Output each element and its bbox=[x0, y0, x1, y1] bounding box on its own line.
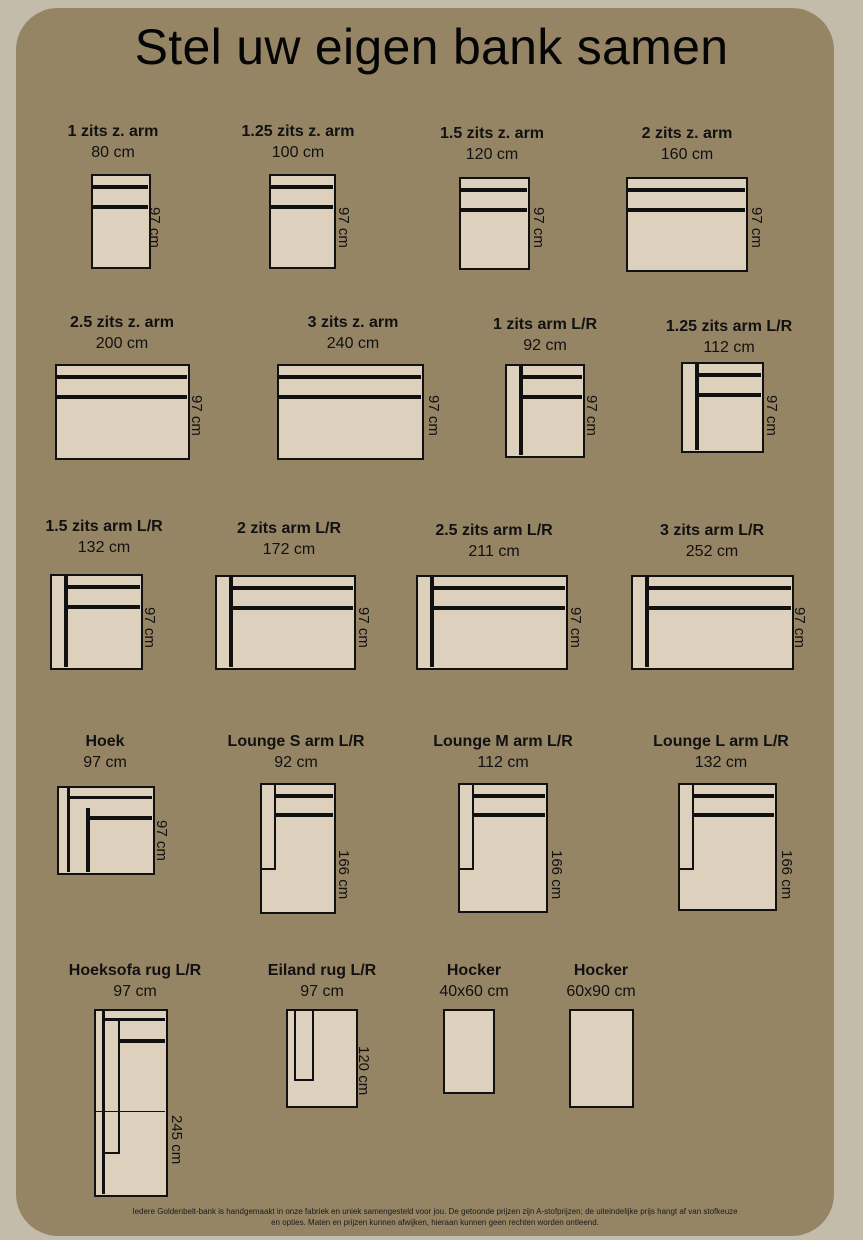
module-diagram bbox=[416, 575, 568, 670]
module-diagram bbox=[569, 1009, 634, 1108]
module-width: 112 cm bbox=[703, 339, 755, 356]
lounge-arm-outline bbox=[262, 785, 276, 870]
cushion-line bbox=[523, 395, 582, 399]
module-name: 2.5 zits arm L/R bbox=[435, 522, 553, 539]
module-width: 172 cm bbox=[262, 541, 316, 558]
cushion-line bbox=[68, 605, 140, 609]
cushion-line bbox=[229, 577, 233, 667]
module-name: 2.5 zits z. arm bbox=[69, 314, 175, 331]
cushion-line bbox=[70, 796, 152, 799]
cushion-line bbox=[461, 188, 527, 192]
module-width: 80 cm bbox=[91, 144, 135, 161]
module-width: 252 cm bbox=[685, 543, 739, 560]
module-name: Lounge L arm L/R bbox=[653, 733, 789, 750]
cushion-line bbox=[233, 606, 353, 610]
cushion-line bbox=[699, 393, 761, 397]
module-width: 200 cm bbox=[95, 335, 149, 352]
module-diagram bbox=[269, 174, 336, 269]
module-diagram bbox=[626, 177, 748, 272]
module-depth: 97 cm bbox=[355, 607, 372, 648]
cushion-line bbox=[96, 1111, 165, 1112]
module-depth: 97 cm bbox=[188, 395, 205, 436]
module-name: 2 zits z. arm bbox=[641, 125, 733, 142]
cushion-line bbox=[105, 1018, 165, 1021]
footer-line-1: Iedere Goldenbelt-bank is handgemaakt in onze fabriek en uniek samengesteld voor jou. De getoonde prijzen zijn A-stofprijzen; de uiteindelijke prijs hangt af van stofkeuze bbox=[132, 1207, 738, 1216]
cushion-line bbox=[57, 395, 187, 399]
cushion-line bbox=[461, 208, 527, 212]
module-name: Hoek bbox=[85, 733, 125, 750]
module-diagram bbox=[678, 783, 777, 911]
page-title: Stel uw eigen bank samen bbox=[134, 19, 729, 75]
module-width: 132 cm bbox=[694, 754, 748, 771]
module-name: 1.5 zits arm L/R bbox=[45, 518, 163, 535]
module-depth: 97 cm bbox=[748, 207, 765, 248]
module-depth: 166 cm bbox=[548, 850, 565, 900]
module-name: Hocker bbox=[573, 962, 629, 979]
lounge-arm-outline bbox=[680, 785, 694, 870]
cushion-line bbox=[474, 794, 545, 798]
module-diagram bbox=[631, 575, 794, 670]
module-depth: 97 cm bbox=[583, 395, 600, 436]
module-width: 40x60 cm bbox=[439, 983, 509, 1000]
module-depth: 97 cm bbox=[141, 607, 158, 648]
module-depth: 97 cm bbox=[530, 207, 547, 248]
module-name: 3 zits z. arm bbox=[307, 314, 399, 331]
module-depth: 97 cm bbox=[763, 395, 780, 436]
module-name: 3 zits arm L/R bbox=[659, 522, 765, 539]
footer-note bbox=[70, 1206, 800, 1228]
cushion-line bbox=[279, 395, 421, 399]
cushion-line bbox=[694, 794, 774, 798]
cushion-line bbox=[93, 185, 148, 189]
module-width: 160 cm bbox=[660, 146, 714, 163]
cushion-line bbox=[67, 788, 70, 872]
module-name: 1 zits z. arm bbox=[67, 123, 159, 140]
module-depth: 97 cm bbox=[335, 207, 352, 248]
module-depth: 245 cm bbox=[168, 1115, 185, 1165]
back-outline bbox=[294, 1011, 314, 1081]
module-name: 2 zits arm L/R bbox=[236, 520, 342, 537]
module-diagram bbox=[215, 575, 356, 670]
module-width: 92 cm bbox=[523, 337, 567, 354]
module-width: 112 cm bbox=[477, 754, 529, 771]
module-name: Lounge S arm L/R bbox=[227, 733, 365, 750]
module-width: 97 cm bbox=[113, 983, 157, 1000]
module-diagram bbox=[286, 1009, 358, 1108]
module-name: 1.25 zits arm L/R bbox=[665, 318, 793, 335]
cushion-line bbox=[279, 375, 421, 379]
module-width: 60x90 cm bbox=[566, 983, 636, 1000]
cushion-line bbox=[430, 577, 434, 667]
module-name: 1.25 zits z. arm bbox=[241, 123, 355, 140]
cushion-line bbox=[628, 208, 745, 212]
module-depth: 97 cm bbox=[567, 607, 584, 648]
cushion-line bbox=[649, 606, 791, 610]
cushion-line bbox=[523, 375, 582, 379]
cushion-line bbox=[699, 373, 761, 377]
module-name: Hoeksofa rug L/R bbox=[68, 962, 202, 979]
cushion-line bbox=[694, 813, 774, 817]
lounge-arm-outline bbox=[460, 785, 474, 870]
module-depth: 120 cm bbox=[355, 1046, 372, 1096]
cushion-line bbox=[233, 586, 353, 590]
module-width: 100 cm bbox=[271, 144, 325, 161]
module-depth: 97 cm bbox=[153, 820, 170, 861]
cushion-line bbox=[434, 586, 565, 590]
module-depth: 97 cm bbox=[791, 607, 808, 648]
cushion-line bbox=[519, 366, 523, 455]
module-depth: 97 cm bbox=[146, 207, 163, 248]
module-depth: 166 cm bbox=[335, 850, 352, 900]
module-diagram bbox=[681, 362, 764, 453]
module-depth: 97 cm bbox=[425, 395, 442, 436]
module-diagram bbox=[505, 364, 585, 458]
cushion-line bbox=[628, 188, 745, 192]
module-width: 211 cm bbox=[468, 543, 520, 560]
module-width: 240 cm bbox=[326, 335, 380, 352]
cushion-line bbox=[645, 577, 649, 667]
module-diagram bbox=[94, 1009, 168, 1197]
cushion-line bbox=[276, 794, 333, 798]
cushion-line bbox=[120, 1039, 165, 1043]
module-diagram bbox=[277, 364, 424, 460]
module-name: Lounge M arm L/R bbox=[433, 733, 573, 750]
cushion-line bbox=[649, 586, 791, 590]
module-diagram bbox=[57, 786, 155, 875]
module-diagram bbox=[50, 574, 143, 670]
cushion-line bbox=[271, 205, 333, 209]
cushion-line bbox=[474, 813, 545, 817]
module-diagram bbox=[260, 783, 336, 914]
module-width: 97 cm bbox=[83, 754, 127, 771]
cushion-line bbox=[271, 185, 333, 189]
footer-line-2: en opties. Maten en prijzen kunnen afwijken, hieraan kunnen geen rechten worden ontleend. bbox=[271, 1218, 599, 1227]
cushion-line bbox=[57, 375, 187, 379]
cushion-line bbox=[434, 606, 565, 610]
module-diagram bbox=[55, 364, 190, 460]
module-name: 1.5 zits z. arm bbox=[439, 125, 545, 142]
module-width: 132 cm bbox=[77, 539, 131, 556]
cushion-line bbox=[276, 813, 333, 817]
cushion-line bbox=[90, 816, 152, 820]
module-name: Hocker bbox=[446, 962, 502, 979]
module-diagram bbox=[459, 177, 530, 270]
module-diagram bbox=[443, 1009, 495, 1094]
cushion-line bbox=[68, 585, 140, 589]
module-width: 97 cm bbox=[300, 983, 344, 1000]
module-depth: 166 cm bbox=[778, 850, 795, 900]
module-width: 120 cm bbox=[465, 146, 519, 163]
cushion-line bbox=[64, 576, 68, 667]
module-diagram bbox=[458, 783, 548, 913]
module-name: Eiland rug L/R bbox=[267, 962, 377, 979]
back-outline bbox=[105, 1021, 120, 1154]
module-diagram bbox=[91, 174, 151, 269]
module-name: 1 zits arm L/R bbox=[492, 316, 598, 333]
module-width: 92 cm bbox=[274, 754, 318, 771]
cushion-line bbox=[93, 205, 148, 209]
